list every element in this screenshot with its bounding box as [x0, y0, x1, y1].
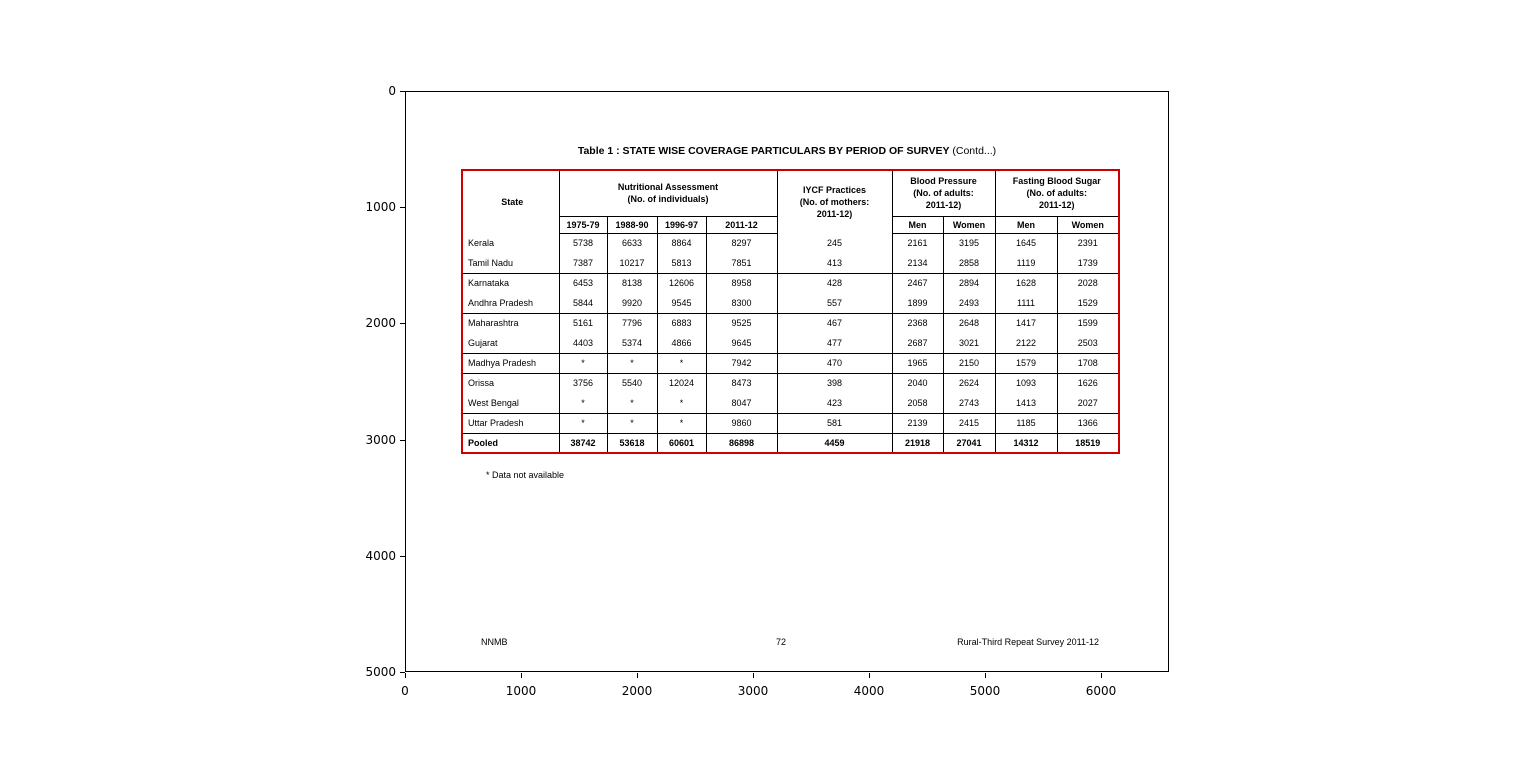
col-header-1996-97: 1996-97 [657, 216, 706, 233]
x-tick-label: 6000 [1085, 684, 1117, 698]
col-header-bp-women: Women [943, 216, 995, 233]
value-cell: 1708 [1057, 353, 1119, 373]
value-cell: 5813 [657, 253, 706, 273]
value-cell: * [657, 393, 706, 413]
value-cell: 4459 [777, 433, 892, 453]
value-cell: 9645 [706, 333, 777, 353]
value-cell: 1626 [1057, 373, 1119, 393]
value-cell: 1899 [892, 293, 943, 313]
document-title-main: Table 1 : STATE WISE COVERAGE PARTICULARS BY PERIOD OF SURVEY [577, 145, 950, 157]
value-cell: * [607, 353, 657, 373]
value-cell: * [657, 413, 706, 433]
value-cell: 6883 [657, 313, 706, 333]
value-cell: 8138 [607, 273, 657, 293]
x-tick-label: 3000 [737, 684, 769, 698]
state-cell: Pooled [462, 433, 559, 453]
value-cell: 2161 [892, 233, 943, 253]
value-cell: 2027 [1057, 393, 1119, 413]
value-cell: 5540 [607, 373, 657, 393]
value-cell: 2687 [892, 333, 943, 353]
state-cell: Kerala [462, 233, 559, 253]
value-cell: 8300 [706, 293, 777, 313]
value-cell: 1628 [995, 273, 1057, 293]
value-cell: 7942 [706, 353, 777, 373]
col-header-2011-12: 2011-12 [706, 216, 777, 233]
value-cell: 477 [777, 333, 892, 353]
value-cell: 27041 [943, 433, 995, 453]
y-tick-label: 5000 [365, 665, 396, 679]
value-cell: 1579 [995, 353, 1057, 373]
group-sublabel: 2011-12) [1039, 200, 1075, 211]
y-tick-label: 3000 [365, 433, 396, 447]
x-tick-mark [637, 673, 638, 678]
group-sublabel: (No. of mothers: [799, 197, 870, 207]
value-cell: 86898 [706, 433, 777, 453]
plot-axes [405, 91, 1169, 672]
value-cell: 4403 [559, 333, 607, 353]
state-cell: Uttar Pradesh [462, 413, 559, 433]
value-cell: 1093 [995, 373, 1057, 393]
value-cell: 2391 [1057, 233, 1119, 253]
x-tick-label: 4000 [853, 684, 885, 698]
value-cell: 581 [777, 413, 892, 433]
value-cell: 8864 [657, 233, 706, 253]
value-cell: 5161 [559, 313, 607, 333]
table-row [462, 273, 1119, 293]
value-cell: * [607, 413, 657, 433]
value-cell: 6633 [607, 233, 657, 253]
value-cell: 2122 [995, 333, 1057, 353]
state-cell: Orissa [462, 373, 559, 393]
value-cell: 7387 [559, 253, 607, 273]
value-cell: 2415 [943, 413, 995, 433]
x-tick-mark [521, 673, 522, 678]
value-cell: 2139 [892, 413, 943, 433]
value-cell: 1965 [892, 353, 943, 373]
value-cell: 2493 [943, 293, 995, 313]
y-tick-label: 4000 [365, 549, 396, 563]
value-cell: 7796 [607, 313, 657, 333]
value-cell: 8473 [706, 373, 777, 393]
table-row [462, 293, 1119, 313]
state-cell: Madhya Pradesh [462, 353, 559, 373]
group-sublabel: 2011-12) [925, 200, 962, 211]
group-header-iycf-practices [777, 170, 892, 233]
value-cell: 557 [777, 293, 892, 313]
value-cell: 10217 [607, 253, 657, 273]
value-cell: 245 [777, 233, 892, 253]
value-cell: 2040 [892, 373, 943, 393]
value-cell: 53618 [607, 433, 657, 453]
x-tick-mark [753, 673, 754, 678]
value-cell: 7851 [706, 253, 777, 273]
table-header-group-row [462, 170, 1119, 216]
group-header-nutritional-assessment [559, 170, 777, 216]
group-header-fasting-blood-sugar [995, 170, 1119, 216]
group-sublabel: (No. of adults: [1026, 188, 1088, 199]
group-sublabel: (No. of adults: [913, 188, 974, 199]
table-row [462, 253, 1119, 273]
group-label: Fasting Blood Sugar [1012, 176, 1101, 187]
state-cell: Andhra Pradesh [462, 293, 559, 313]
value-cell: 423 [777, 393, 892, 413]
value-cell: 1739 [1057, 253, 1119, 273]
x-tick-mark [405, 673, 406, 678]
value-cell: 21918 [892, 433, 943, 453]
value-cell: 2503 [1057, 333, 1119, 353]
state-cell: Gujarat [462, 333, 559, 353]
document-title [406, 145, 1168, 157]
col-header-state: State [462, 170, 559, 233]
value-cell: 3756 [559, 373, 607, 393]
state-cell: West Bengal [462, 393, 559, 413]
group-label: IYCF Practices [803, 185, 867, 195]
y-tick-label: 0 [388, 84, 396, 98]
group-sublabel: (No. of individuals) [627, 194, 709, 205]
x-tick-label: 0 [401, 684, 409, 698]
state-cell: Maharashtra [462, 313, 559, 333]
table-row [462, 393, 1119, 413]
value-cell: 1599 [1057, 313, 1119, 333]
table-body [462, 233, 1119, 453]
value-cell: * [657, 353, 706, 373]
value-cell: 2624 [943, 373, 995, 393]
value-cell: 8297 [706, 233, 777, 253]
value-cell: 470 [777, 353, 892, 373]
col-header-bp-men: Men [892, 216, 943, 233]
x-tick-mark [985, 673, 986, 678]
value-cell: 6453 [559, 273, 607, 293]
table-row [462, 313, 1119, 333]
group-sublabel: 2011-12) [816, 209, 853, 219]
value-cell: 1119 [995, 253, 1057, 273]
value-cell: 2648 [943, 313, 995, 333]
value-cell: 38742 [559, 433, 607, 453]
value-cell: 8047 [706, 393, 777, 413]
value-cell: 2467 [892, 273, 943, 293]
x-tick-mark [869, 673, 870, 678]
x-tick-label: 5000 [969, 684, 1001, 698]
table-row [462, 433, 1119, 453]
x-tick-label: 2000 [621, 684, 653, 698]
table-row [462, 373, 1119, 393]
footer-page-number: 72 [775, 637, 786, 647]
value-cell: 5844 [559, 293, 607, 313]
value-cell: 2743 [943, 393, 995, 413]
footer-survey-name: Rural-Third Repeat Survey 2011-12 [957, 637, 1099, 647]
value-cell: * [559, 413, 607, 433]
document-title-contd: (Contd...) [952, 145, 997, 157]
value-cell: 1413 [995, 393, 1057, 413]
col-header-fbs-women: Women [1057, 216, 1119, 233]
value-cell: 14312 [995, 433, 1057, 453]
value-cell: 398 [777, 373, 892, 393]
value-cell: 413 [777, 253, 892, 273]
value-cell: 9860 [706, 413, 777, 433]
col-header-fbs-men: Men [995, 216, 1057, 233]
value-cell: 12606 [657, 273, 706, 293]
value-cell: 18519 [1057, 433, 1119, 453]
value-cell: 2150 [943, 353, 995, 373]
value-cell: 2368 [892, 313, 943, 333]
value-cell: 1417 [995, 313, 1057, 333]
col-header-1988-90: 1988-90 [607, 216, 657, 233]
state-cell: Tamil Nadu [462, 253, 559, 273]
value-cell: * [559, 393, 607, 413]
state-cell: Karnataka [462, 273, 559, 293]
value-cell: 5738 [559, 233, 607, 253]
table-footnote: * Data not available [486, 470, 565, 480]
value-cell: 2028 [1057, 273, 1119, 293]
value-cell: 1185 [995, 413, 1057, 433]
group-label: Blood Pressure [910, 176, 977, 187]
table-row [462, 353, 1119, 373]
value-cell: 2134 [892, 253, 943, 273]
footer-org: NNMB [481, 637, 508, 647]
value-cell: 60601 [657, 433, 706, 453]
y-tick-label: 2000 [365, 316, 396, 330]
value-cell: 2894 [943, 273, 995, 293]
value-cell: 12024 [657, 373, 706, 393]
value-cell: 9525 [706, 313, 777, 333]
table-row [462, 413, 1119, 433]
col-header-1975-79: 1975-79 [559, 216, 607, 233]
value-cell: 1111 [995, 293, 1057, 313]
group-label: Nutritional Assessment [617, 182, 719, 193]
value-cell: 2058 [892, 393, 943, 413]
coverage-table [461, 169, 1120, 454]
y-tick-label: 1000 [365, 200, 396, 214]
value-cell: 9545 [657, 293, 706, 313]
value-cell: 467 [777, 313, 892, 333]
table-row [462, 333, 1119, 353]
value-cell: 1366 [1057, 413, 1119, 433]
value-cell: 3021 [943, 333, 995, 353]
value-cell: 428 [777, 273, 892, 293]
table-row [462, 233, 1119, 253]
value-cell: 4866 [657, 333, 706, 353]
value-cell: 3195 [943, 233, 995, 253]
value-cell: 1529 [1057, 293, 1119, 313]
x-tick-mark [1101, 673, 1102, 678]
value-cell: 5374 [607, 333, 657, 353]
group-header-blood-pressure [892, 170, 995, 216]
value-cell: * [607, 393, 657, 413]
x-tick-label: 1000 [505, 684, 537, 698]
value-cell: * [559, 353, 607, 373]
value-cell: 2858 [943, 253, 995, 273]
value-cell: 8958 [706, 273, 777, 293]
value-cell: 1645 [995, 233, 1057, 253]
value-cell: 9920 [607, 293, 657, 313]
